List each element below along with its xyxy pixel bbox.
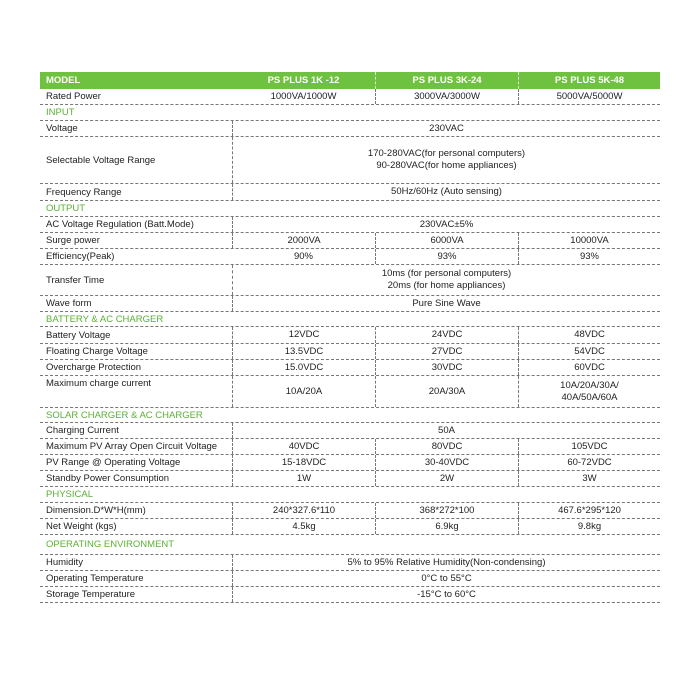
row-label: Surge power — [46, 235, 100, 246]
value-line: 20ms (for home appliances) — [387, 280, 506, 291]
value-cell: 80VDC — [375, 439, 518, 454]
row-label: Floating Charge Voltage — [46, 346, 148, 357]
row-label: Transfer Time — [46, 274, 105, 286]
voltage-row — [40, 121, 660, 137]
value-cell: 15.0VDC — [232, 360, 375, 375]
dimension-row — [40, 503, 660, 519]
section-input — [40, 105, 660, 121]
max-pv-voltage-row — [40, 439, 660, 455]
value-cell: 0°C to 55°C — [232, 571, 660, 586]
row-label: Standby Power Consumption — [46, 473, 170, 484]
value-cell: 20A/30A — [375, 376, 518, 407]
value-cell: 50A — [232, 423, 660, 438]
row-label: AC Voltage Regulation (Batt.Mode) — [46, 219, 194, 230]
value-cell: 24VDC — [375, 327, 518, 343]
value-cell: 240*327.6*110 — [232, 503, 375, 518]
value-cell: -15°C to 60°C — [232, 587, 660, 602]
section-title: SOLAR CHARGER & AC CHARGER — [46, 409, 203, 421]
net-weight-row — [40, 519, 660, 535]
section-title: INPUT — [46, 107, 75, 118]
ac-regulation-row — [40, 217, 660, 233]
value-cell: 1000VA/1000W — [270, 90, 337, 102]
value-cell: 93% — [375, 249, 518, 264]
overcharge-row — [40, 360, 660, 376]
value-line: 90-280VAC(for home appliances) — [376, 160, 517, 171]
model-3-header: PS PLUS 5K-48 — [518, 72, 660, 89]
value-cell: 40VDC — [232, 439, 375, 454]
value-cell: 368*272*100 — [375, 503, 518, 518]
value-cell: 10000VA — [518, 233, 660, 248]
pv-range-row — [40, 455, 660, 471]
value-cell: 4.5kg — [232, 519, 375, 534]
selectable-voltage-row — [40, 137, 660, 184]
section-physical — [40, 487, 660, 503]
model-1-header: PS PLUS 1K -12 — [267, 74, 340, 86]
section-title: PHYSICAL — [46, 489, 93, 500]
wave-form-row — [40, 296, 660, 312]
value-line: 10ms (for personal computers) — [381, 268, 512, 279]
row-label: Frequency Range — [46, 186, 122, 198]
max-charge-row — [40, 376, 660, 408]
value-cell: 15-18VDC — [232, 455, 375, 470]
value-cell — [232, 265, 660, 295]
row-label: Efficiency(Peak) — [46, 251, 115, 262]
value-line: 40A/50A/60A — [561, 391, 618, 403]
value-cell: 54VDC — [518, 344, 660, 359]
value-cell: 467.6*295*120 — [518, 503, 660, 518]
value-line: 170-280VAC(for personal computers) — [367, 148, 526, 159]
value-cell: 3W — [518, 471, 660, 486]
section-title: OUTPUT — [46, 203, 86, 214]
value-cell: 9.8kg — [518, 519, 660, 534]
row-label: Operating Temperature — [46, 573, 144, 584]
section-title: BATTERY & AC CHARGER — [46, 313, 164, 325]
section-battery — [40, 312, 660, 327]
operating-temp-row — [40, 571, 660, 587]
row-label: Battery Voltage — [46, 329, 111, 341]
row-label: Maximum charge current — [46, 378, 152, 389]
transfer-time-row — [40, 265, 660, 296]
value-cell: Pure Sine Wave — [232, 296, 660, 311]
value-cell: 48VDC — [518, 327, 660, 343]
section-output — [40, 201, 660, 217]
value-cell: 13.5VDC — [232, 344, 375, 359]
row-label: PV Range @ Operating Voltage — [46, 457, 181, 468]
charging-current-row — [40, 423, 660, 439]
value-cell: 60-72VDC — [518, 455, 660, 470]
value-cell: 6000VA — [375, 233, 518, 248]
row-label: Selectable Voltage Range — [46, 154, 156, 166]
row-label: Net Weight (kgs) — [46, 521, 117, 532]
row-label: Rated Power — [46, 91, 101, 102]
humidity-row — [40, 555, 660, 571]
row-label: Dimension.D*W*H(mm) — [46, 505, 146, 516]
standby-row — [40, 471, 660, 487]
row-label: Wave form — [46, 298, 92, 309]
value-cell: 5% to 95% Relative Humidity(Non-condensing) — [232, 555, 660, 570]
surge-power-row — [40, 233, 660, 249]
floating-charge-row — [40, 344, 660, 360]
value-cell: 12VDC — [232, 327, 375, 343]
value-cell: 6.9kg — [375, 519, 518, 534]
row-label: Humidity — [46, 557, 83, 568]
value-cell: 230VAC±5% — [232, 217, 660, 232]
value-cell: 230VAC — [232, 121, 660, 136]
efficiency-row — [40, 249, 660, 265]
value-cell: 3000VA/3000W — [375, 89, 518, 104]
section-solar — [40, 408, 660, 423]
value-cell: 90% — [293, 250, 313, 262]
value-cell: 2W — [375, 471, 518, 486]
value-cell: 5000VA/5000W — [518, 89, 660, 104]
row-label: Storage Temperature — [46, 589, 136, 600]
section-environment — [40, 535, 660, 555]
value-cell: 27VDC — [375, 344, 518, 359]
value-cell: 50Hz/60Hz (Auto sensing) — [232, 184, 660, 200]
rated-power-row — [40, 89, 660, 105]
value-cell: 93% — [518, 249, 660, 264]
storage-temp-row — [40, 587, 660, 603]
row-label: Overcharge Protection — [46, 362, 142, 373]
spec-table — [40, 72, 660, 603]
battery-voltage-row — [40, 327, 660, 344]
value-cell: 60VDC — [518, 360, 660, 375]
section-title: OPERATING ENVIRONMENT — [46, 539, 175, 550]
model-2-header: PS PLUS 3K-24 — [375, 72, 518, 89]
row-label: Charging Current — [46, 425, 119, 436]
row-label: Maximum PV Array Open Circuit Voltage — [46, 441, 218, 452]
value-line: 10A/20A/30A/ — [560, 379, 619, 391]
value-cell: 105VDC — [518, 439, 660, 454]
value-cell: 2000VA — [232, 233, 375, 248]
frequency-row — [40, 184, 660, 201]
value-cell: 1W — [232, 471, 375, 486]
table-header-row — [40, 72, 660, 89]
row-label: Voltage — [46, 123, 78, 134]
value-cell — [232, 137, 660, 183]
value-cell: 30VDC — [375, 360, 518, 375]
model-header: MODEL — [46, 75, 81, 86]
value-cell: 10A/20A — [232, 376, 375, 407]
value-cell: 30-40VDC — [375, 455, 518, 470]
value-cell — [518, 376, 660, 407]
